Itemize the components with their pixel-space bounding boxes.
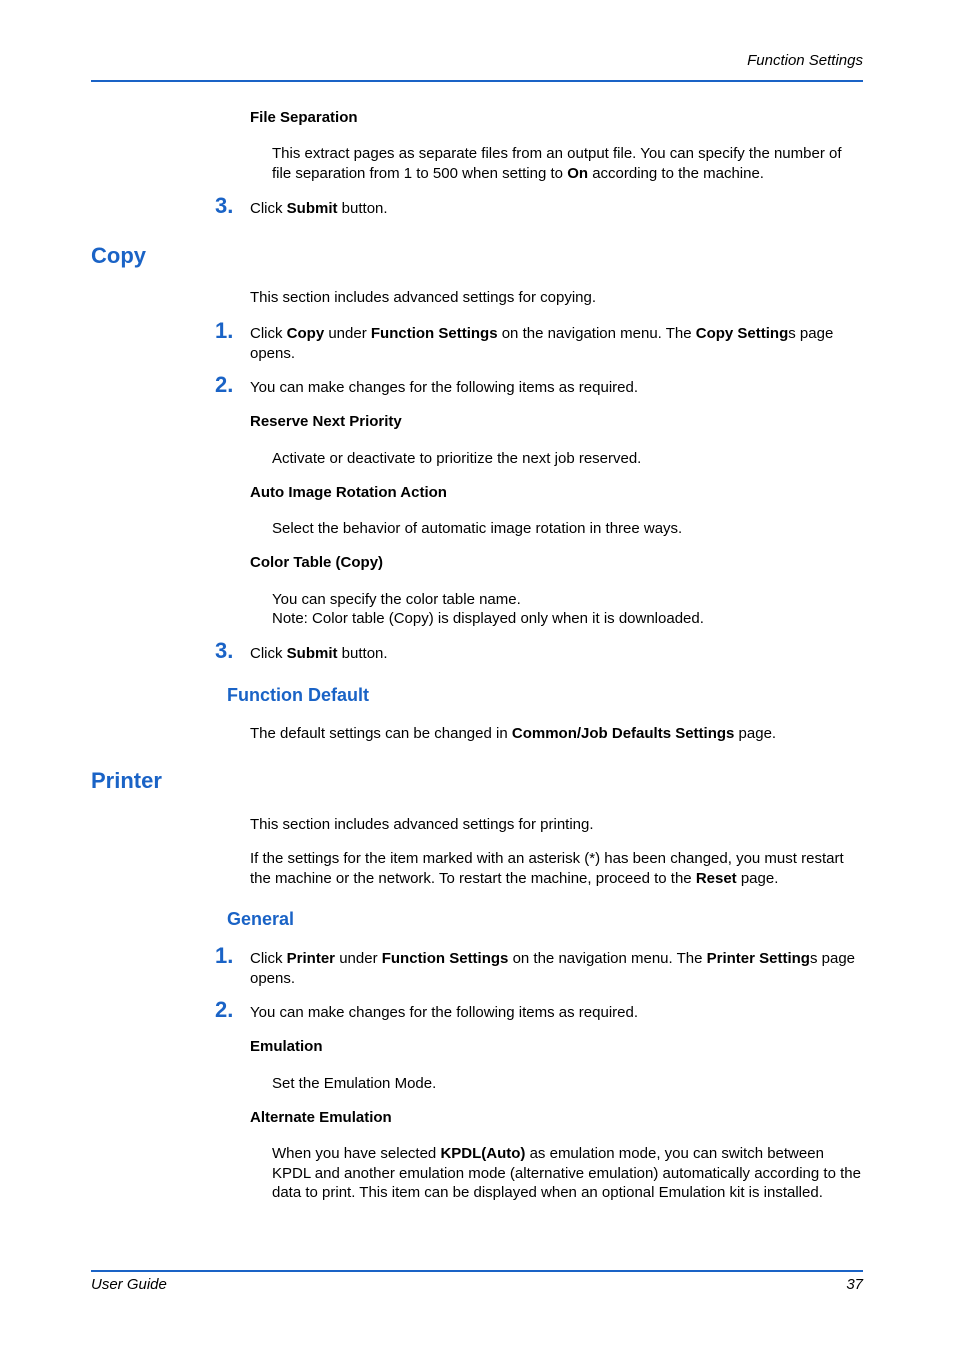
step-text: Click Copy under Function Settings on the navigation menu. The Copy Settings page opens. — [250, 325, 834, 362]
footer-rule — [91, 1270, 863, 1272]
step-text: Click Printer under Function Settings on the navigation menu. The Printer Settings page opens. — [250, 950, 856, 987]
auto-image-rotation-desc: Select the behavior of automatic image rotation in three ways. — [272, 520, 683, 537]
step-number: 3. — [215, 193, 234, 218]
step-number: 3. — [215, 638, 234, 663]
alternate-emulation-desc: When you have selected KPDL(Auto) as emulation mode, you can switch between KPDL and another emulation mode (alternative emulation) automatically according to the data to print. This item can be displayed when an optional Emulation kit is installed. — [272, 1145, 861, 1201]
step-number: 1. — [215, 318, 234, 343]
function-default-text: The default settings can be changed in Common/Job Defaults Settings page. — [250, 725, 777, 742]
reserve-next-priority-title: Reserve Next Priority — [250, 413, 402, 430]
copy-intro: This section includes advanced settings for copying. — [250, 289, 597, 306]
step-text: You can make changes for the following items as required. — [250, 379, 639, 396]
file-separation-desc: This extract pages as separate files from an output file. You can specify the number of file separation from 1 to 500 when setting to On according to the machine. — [272, 145, 842, 182]
header-rule — [91, 80, 863, 82]
printer-intro: This section includes advanced settings for printing. — [250, 816, 594, 833]
auto-image-rotation-title: Auto Image Rotation Action — [250, 484, 447, 501]
alternate-emulation-title: Alternate Emulation — [250, 1109, 392, 1126]
page-number: 37 — [846, 1276, 863, 1293]
printer-asterisk-note: If the settings for the item marked with an asterisk (*) has been changed, you must restart the machine or the network. To restart the machine, proceed to the Reset page. — [250, 850, 844, 887]
color-table-title: Color Table (Copy) — [250, 554, 384, 571]
emulation-title: Emulation — [250, 1038, 323, 1055]
step-number: 2. — [215, 372, 234, 397]
subsection-heading-function-default: Function Default — [227, 685, 369, 705]
step-text: Click Submit button. — [250, 645, 388, 662]
step-text: You can make changes for the following items as required. — [250, 1004, 639, 1021]
step-number: 2. — [215, 997, 234, 1022]
section-heading-printer: Printer — [91, 768, 162, 793]
reserve-next-priority-desc: Activate or deactivate to prioritize the next job reserved. — [272, 450, 642, 467]
step-number: 1. — [215, 943, 234, 968]
color-table-desc: You can specify the color table name. — [272, 591, 521, 608]
section-heading-copy: Copy — [91, 243, 146, 268]
running-header: Function Settings — [747, 52, 863, 69]
emulation-desc: Set the Emulation Mode. — [272, 1075, 437, 1092]
subsection-heading-general: General — [227, 909, 295, 929]
footer-guide-name: User Guide — [91, 1276, 167, 1293]
file-separation-title: File Separation — [250, 109, 358, 126]
color-table-note: Note: Color table (Copy) is displayed only when it is downloaded. — [272, 610, 704, 627]
step-text: Click Submit button. — [250, 200, 388, 217]
